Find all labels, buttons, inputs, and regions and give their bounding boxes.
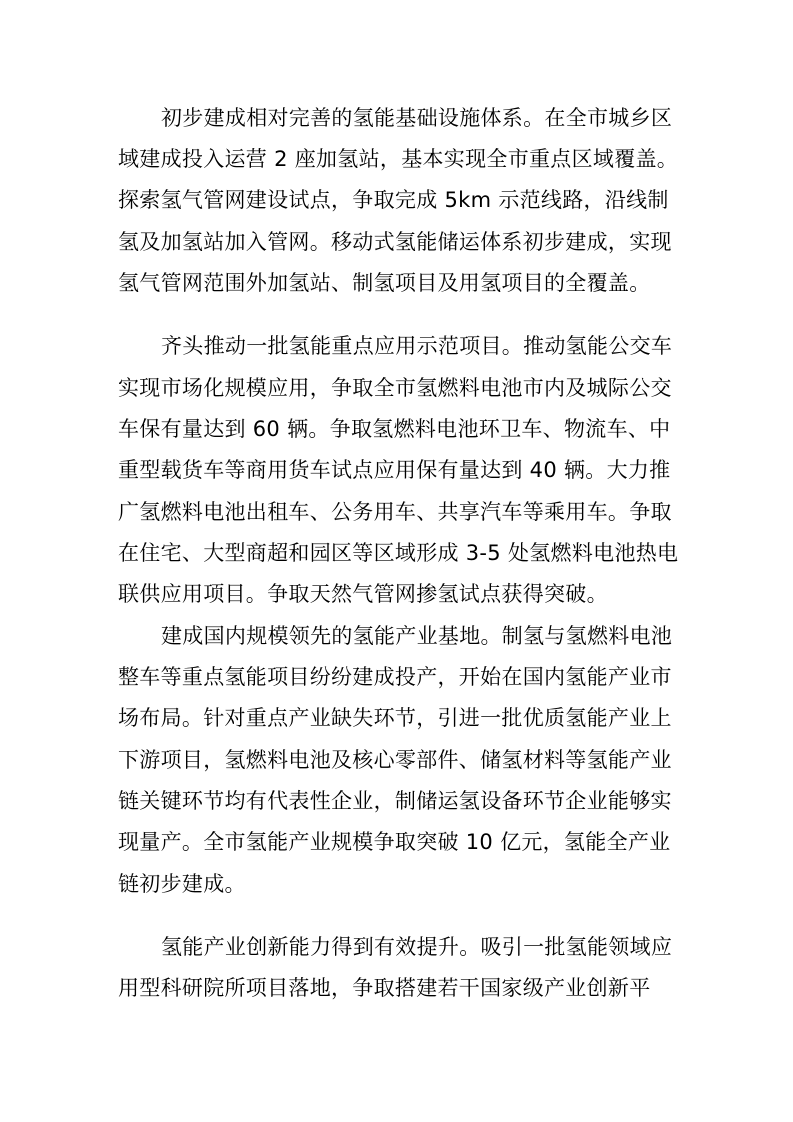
paragraph-3-line-1: 建成国内规模领先的氢能产业基地。制氢与氢燃料电池 (161, 624, 673, 648)
paragraph-3-line-2: 整车等重点氢能项目纷纷建成投产，开始在国内氢能产业市 (118, 665, 672, 689)
paragraph-2-line-3: 车保有量达到 60 辆。争取氢燃料电池环卫车、物流车、中 (118, 417, 671, 441)
paragraph-3-line-5: 链关键环节均有代表性企业，制储运氢设备环节企业能够实 (118, 789, 672, 813)
paragraph-3-line-4: 下游项目，氢燃料电池及核心零部件、储氢材料等氢能产业 (118, 748, 672, 772)
paragraph-2-line-4: 重型载货车等商用货车试点应用保有量达到 40 辆。大力推 (118, 458, 671, 482)
paragraph-3-line-3: 场布局。针对重点产业缺失环节，引进一批优质氢能产业上 (118, 706, 672, 730)
paragraph-1-line-3: 探索氢气管网建设试点，争取完成 5km 示范线路，沿线制 (118, 188, 669, 212)
paragraph-3-line-7: 链初步建成。 (118, 872, 246, 896)
paragraph-2-line-6: 在住宅、大型商超和园区等区域形成 3-5 处氢燃料电池热电 (118, 541, 679, 565)
paragraph-2-line-5: 广氢燃料电池出租车、公务用车、共享汽车等乘用车。争取 (118, 500, 672, 524)
paragraph-1-line-4: 氢及加氢站加入管网。移动式氢能储运体系初步建成，实现 (118, 230, 672, 254)
paragraph-4-line-2: 用型科研院所项目落地，争取搭建若干国家级产业创新平 (118, 976, 651, 1000)
paragraph-2-line-1: 齐头推动一批氢能重点应用示范项目。推动氢能公交车 (161, 334, 673, 358)
paragraph-2-line-2: 实现市场化规模应用，争取全市氢燃料电池市内及城际公交 (118, 376, 672, 400)
paragraph-1-line-2: 域建成投入运营 2 座加氢站，基本实现全市重点区域覆盖。 (118, 147, 679, 171)
paragraph-4-line-1: 氢能产业创新能力得到有效提升。吸引一批氢能领域应 (161, 935, 673, 959)
paragraph-1-line-5: 氢气管网范围外加氢站、制氢项目及用氢项目的全覆盖。 (118, 271, 651, 295)
paragraph-3-line-6: 现量产。全市氢能产业规模争取突破 10 亿元，氢能全产业 (118, 830, 671, 854)
paragraph-2-line-7: 联供应用项目。争取天然气管网掺氢试点获得突破。 (118, 582, 608, 606)
paragraph-1-line-1: 初步建成相对完善的氢能基础设施体系。在全市城乡区 (161, 106, 673, 130)
